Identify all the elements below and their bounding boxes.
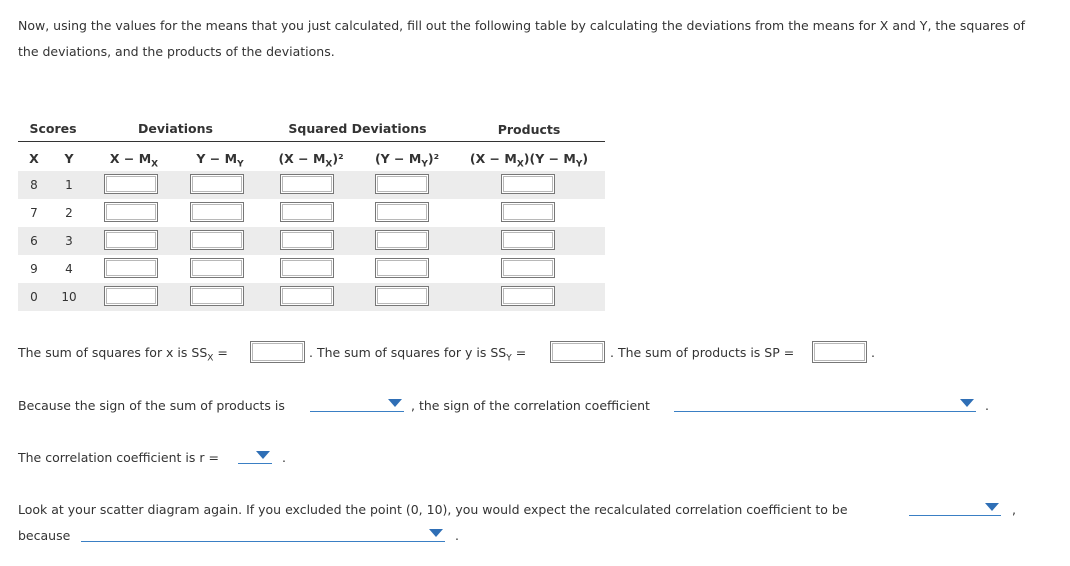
header-products: Products bbox=[497, 122, 561, 137]
r-period: . bbox=[282, 450, 286, 465]
scatter-label: Look at your scatter diagram again. If you excluded the point (0, 10), you would expect the recalculated correlation coefficient to be bbox=[18, 502, 848, 517]
instructions-text: Now, using the values for the means that you just calculated, fill out the following table by calculating the deviations from the means for X and Y, the squares of the deviations, and the products of the deviations. bbox=[18, 18, 1025, 59]
col-y-deviation: $Y - M_Y$ bbox=[196, 151, 244, 170]
sign-label: Because the sign of the sum of products is bbox=[18, 398, 285, 413]
x-deviation-input[interactable] bbox=[104, 286, 158, 306]
y-value: 3 bbox=[65, 234, 73, 248]
table-row bbox=[18, 255, 605, 283]
x-deviation-input[interactable] bbox=[104, 230, 158, 250]
col-x-squared: $(X - M_X)^2$ bbox=[278, 151, 344, 170]
chevron-down-icon bbox=[256, 451, 270, 459]
chevron-down-icon bbox=[960, 399, 974, 407]
because-dropdown[interactable] bbox=[81, 527, 445, 542]
sums-period: . bbox=[871, 345, 875, 360]
product-input[interactable] bbox=[501, 286, 555, 306]
chevron-down-icon bbox=[388, 399, 402, 407]
y-value: 2 bbox=[65, 206, 73, 220]
ssx-input[interactable] bbox=[250, 341, 305, 363]
sum-sign-dropdown[interactable] bbox=[310, 397, 404, 412]
x-value: 9 bbox=[30, 262, 38, 276]
product-input[interactable] bbox=[501, 258, 555, 278]
recalculated-coefficient-dropdown[interactable] bbox=[909, 501, 1001, 516]
x-deviation-input[interactable] bbox=[104, 258, 158, 278]
sign-period: . bbox=[985, 398, 989, 413]
y-squared-input[interactable] bbox=[375, 202, 429, 222]
x-squared-input[interactable] bbox=[280, 258, 334, 278]
col-y-squared: $(Y - M_Y)^2$ bbox=[374, 151, 440, 170]
x-value: 7 bbox=[30, 206, 38, 220]
y-deviation-input[interactable] bbox=[190, 286, 244, 306]
y-deviation-input[interactable] bbox=[190, 174, 244, 194]
correlation-sign-label: , the sign of the correlation coefficient bbox=[411, 398, 650, 413]
sp-label: . The sum of products is SP = bbox=[610, 345, 795, 360]
x-deviation-input[interactable] bbox=[104, 174, 158, 194]
y-squared-input[interactable] bbox=[375, 230, 429, 250]
y-squared-input[interactable] bbox=[375, 174, 429, 194]
because-label: because bbox=[18, 528, 71, 543]
chevron-down-icon bbox=[985, 503, 999, 511]
correlation-sign-dropdown[interactable] bbox=[674, 397, 976, 412]
header-scores: Scores bbox=[29, 121, 77, 136]
product-input[interactable] bbox=[501, 174, 555, 194]
product-input[interactable] bbox=[501, 230, 555, 250]
x-squared-input[interactable] bbox=[280, 230, 334, 250]
r-label: The correlation coefficient is r = bbox=[18, 450, 219, 465]
table-row bbox=[18, 199, 605, 227]
x-value: 6 bbox=[30, 234, 38, 248]
y-deviation-input[interactable] bbox=[190, 258, 244, 278]
header-squared-deviations: Squared Deviations bbox=[288, 121, 427, 136]
y-squared-input[interactable] bbox=[375, 286, 429, 306]
table-row bbox=[18, 227, 605, 255]
product-input[interactable] bbox=[501, 202, 555, 222]
sp-input[interactable] bbox=[812, 341, 867, 363]
col-x-deviation: $X - M_X$ bbox=[109, 151, 159, 170]
x-deviation-input[interactable] bbox=[104, 202, 158, 222]
x-squared-input[interactable] bbox=[280, 202, 334, 222]
y-value: 10 bbox=[61, 290, 77, 304]
because-period: . bbox=[455, 528, 459, 543]
table-row bbox=[18, 171, 605, 199]
y-deviation-input[interactable] bbox=[190, 230, 244, 250]
y-squared-input[interactable] bbox=[375, 258, 429, 278]
x-squared-input[interactable] bbox=[280, 286, 334, 306]
y-value: 4 bbox=[65, 262, 73, 276]
scatter-comma: , bbox=[1012, 502, 1016, 517]
x-value: 8 bbox=[30, 178, 38, 192]
col-y: Y bbox=[64, 151, 74, 166]
y-value: 1 bbox=[65, 178, 73, 192]
ssy-input[interactable] bbox=[550, 341, 605, 363]
header-deviations: Deviations bbox=[138, 121, 213, 136]
header-divider bbox=[18, 141, 605, 142]
chevron-down-icon bbox=[429, 529, 443, 537]
table-row bbox=[18, 283, 605, 311]
ssx-label: The sum of squares for x is $SS_X$ = bbox=[18, 345, 228, 364]
y-deviation-input[interactable] bbox=[190, 202, 244, 222]
x-squared-input[interactable] bbox=[280, 174, 334, 194]
col-x: X bbox=[29, 151, 39, 166]
r-dropdown[interactable] bbox=[238, 449, 272, 464]
col-products: $(X - M_X)(Y - M_Y)$ bbox=[469, 151, 589, 170]
ssy-label: . The sum of squares for y is $SS_Y$ = bbox=[309, 345, 527, 364]
x-value: 0 bbox=[30, 290, 38, 304]
